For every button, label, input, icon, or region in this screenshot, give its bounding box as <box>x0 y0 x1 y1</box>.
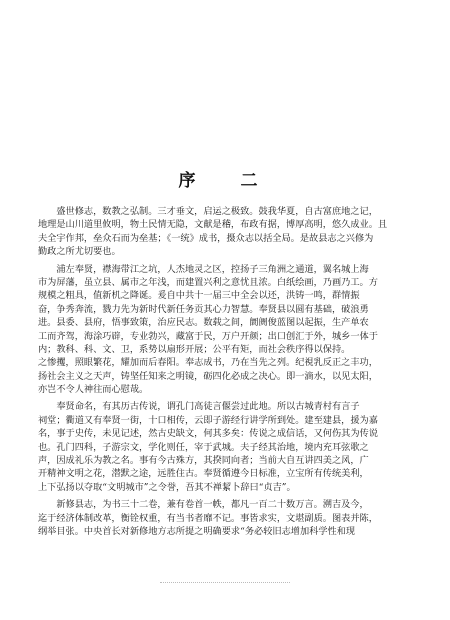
text-line: 盛世修志，数教之弘制。三才垂文，启运之极致。鼓我华夏，自古富庶地之记， <box>38 206 378 217</box>
text-line: 新修县志，为书三十二卷，兼有卷首一帙，都凡一百二十数万言。溯吉及今， <box>38 499 369 511</box>
page-title: 序 二 <box>178 171 272 191</box>
page-footer-mark <box>160 582 290 584</box>
text-line: 夫全宇作邦，垒众石而为垒基；《一统》成书，摄众志以括全局。是故县志之兴修为 <box>38 232 374 244</box>
paragraph <box>38 400 422 494</box>
text-line: 地理是山川道里攸明，物土民情无隐，文献是稽，布政有据，博厚高明，悠久成业。且 <box>38 219 388 231</box>
text-line: 勤政之所尤切要也。 <box>38 246 121 258</box>
text-line: 规模之粗具，值新机之降诞。爰自中共十一届三中全会以还，洪铸一鸣，群情振 <box>38 290 360 302</box>
text-line: 工而齐驾，海涂巧辟，专业勃兴，藏富于民，万户开颜；出口创汇于外，城乡一体于 <box>38 330 378 342</box>
text-line: 内；教科、科、文、卫，系势以扇形开展；公平有矩，而社会秩序得以保持。 <box>38 343 351 355</box>
text-line: 扬社会主义之天声，铸坚任知来之明镜，砺四化必成之决心。即一滴水，以见太阳， <box>38 370 378 382</box>
text-line: 也。孔门四科，子游宗文，学化则任，宰于武城。夫子经其治地，境内充耳弦歌之 <box>38 441 369 453</box>
text-line: 上下弘扬以夺取“文明城市”之令誉，吾其不禅絜卜辞曰“贞吉”。 <box>38 481 296 493</box>
text-line: 奋，争秀奔流，戮力先为新时代新任务贡其心力智慧。奉贤县以圆有基础，破浪勇 <box>38 303 369 315</box>
text-line: 之惨攫，照眼繁花，耀加而后春阳。奉志成书，乃在当先之列。纪視乳反正之丰功， <box>38 357 378 369</box>
paragraph <box>38 263 422 397</box>
text-line: 奉贤命名，有其历古传说，谓孔门高徒言偃尝过此地。所以古城青村有言子 <box>38 401 360 413</box>
text-line: 迄于经济体制改革，衡铨权重，有当书者靡不记。事皆求实，文堪副质。图表并陈， <box>38 512 378 524</box>
text-line: 进。县委、县府，悟事致策，治应民志。数载之间，阛阓俊蓝图以起振，生产单农 <box>38 317 369 329</box>
text-line: 声，因成礼乐为教之名。事有今古殊方，其揆同向者；当前大自互讲四美之风，广 <box>38 455 369 467</box>
text-line: 纲举目张。中央首长对新修地方志所提之明确要求“务必较旧志增加科学性和现 <box>38 525 356 537</box>
paragraph <box>38 205 422 259</box>
text-line: 市为屏藩，虽立县、属市之年浅，而建置兴利之意忧且浓。白纸绘画，乃画乃工。方 <box>38 276 378 288</box>
text-line: 祠堂；衢道又有奉贤一街，十口相传，云即子游经行讲学所到处。建至建县，援为嘉 <box>38 414 378 426</box>
text-line: 浦左奉贤，襟海带江之坑，人杰地灵之区，控扬子三角洲之通道，翼名城上海 <box>38 263 369 275</box>
text-line: 亦岂不令人神往而心慰哉。 <box>38 384 149 396</box>
paragraph <box>38 498 422 538</box>
text-line: 开精神文明之花，潜默之途，远胜住古。奉贤循遵今日标准，立宝所有传统美利， <box>38 468 369 480</box>
text-line: 名，事于史传，未见记述，然古史缺文，何其多矣：传说之成信话，又何伤其为传说 <box>38 428 378 440</box>
preface-body <box>38 205 422 538</box>
